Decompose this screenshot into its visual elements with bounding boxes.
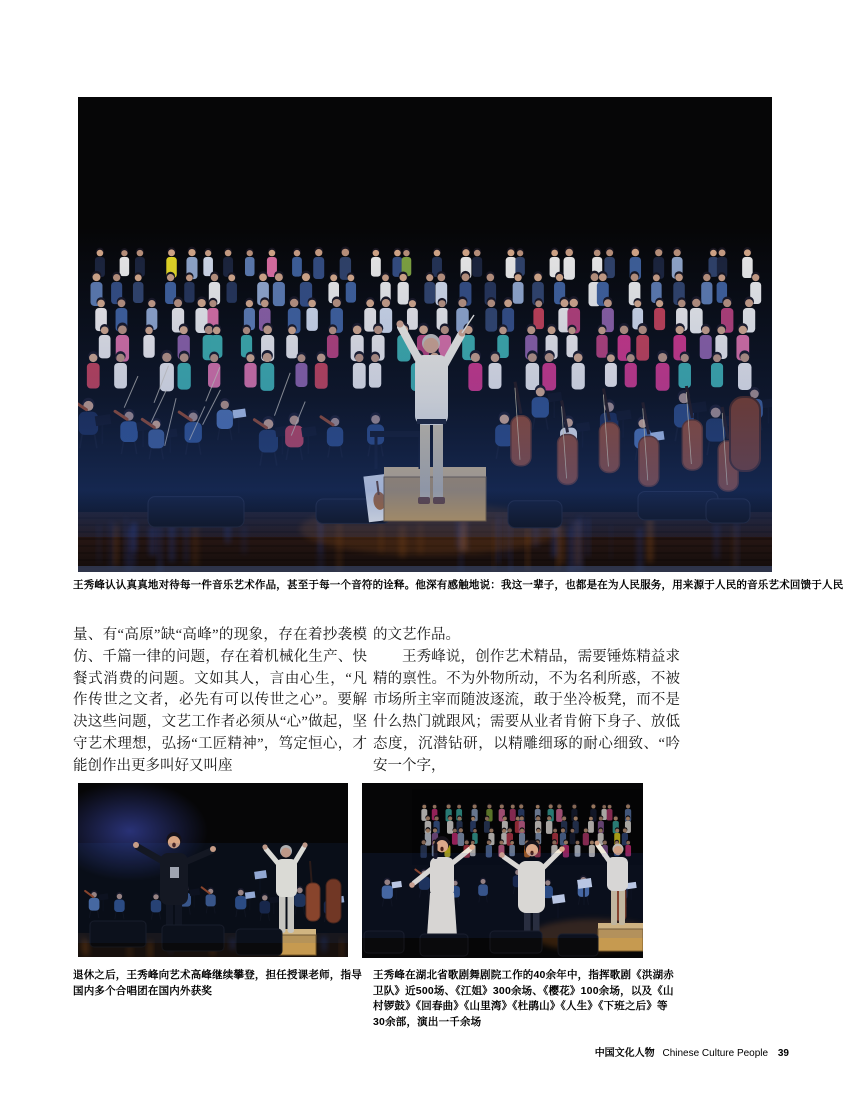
page-number: 39: [777, 1048, 789, 1059]
photo-opera-performance: [362, 783, 643, 958]
body-paragraph: 王秀峰说，创作艺术精品，需要锤炼精益求精的禀性。不为外物所动，不为名利所惑，不被市场所主宰而随波逐流，敢于坐冷板凳，而不是什么热门就跟风；需要从业者肯俯下身子、放低态度，沉潜钻研，以精雕细琢的耐心细致、“吟安一个字，: [373, 648, 680, 774]
main-photo-illustration: [78, 97, 772, 572]
page-footer: [595, 1047, 789, 1061]
photo-retirement-teaching: [78, 783, 348, 957]
body-column-right: [373, 625, 680, 778]
magazine-title-en: Chinese Culture People: [662, 1048, 769, 1059]
magazine-title-cn: 中国文化人物: [594, 1048, 655, 1059]
photo-right-caption: 王秀峰在湖北省歌剧舞剧院工作的40余年中，指挥歌剧《洪湖赤卫队》近500场、《江姐》300余场、《樱花》100余场，以及《山村锣鼓》《回春曲》《山里湾》《杜鹃山》《人生》《下班之后》等30余部，演出一千余场: [373, 969, 674, 1028]
body-column-left: [73, 625, 367, 778]
main-photo: [78, 97, 772, 572]
body-paragraph: 的文艺作品。: [373, 627, 460, 643]
photo-left-caption: 退休之后，王秀峰向艺术高峰继续攀登，担任授课老师，指导国内多个合唱团在国内外获奖: [73, 969, 362, 997]
main-photo-caption: 王秀峰认认真真地对待每一件音乐艺术作品，甚至于每一个音符的诠释。他深有感触地说：我这一辈子，也都是在为人民服务，用来源于人民的音乐艺术回馈于人民: [73, 579, 844, 591]
photo-left-illustration: [78, 783, 348, 957]
photo-right-illustration: [362, 783, 643, 958]
body-paragraph: 量、有“高原”缺“高峰”的现象，存在着抄袭模仿、千篇一律的问题，存在着机械化生产、快餐式消费的问题。文如其人，言由心生，“凡作传世之文者，必先有可以传世之心”。要解决这些问题，文艺工作者必须从“心”做起，坚守艺术理想，弘扬“工匠精神”，笃定恒心，才能创作出更多叫好又叫座: [73, 627, 367, 774]
